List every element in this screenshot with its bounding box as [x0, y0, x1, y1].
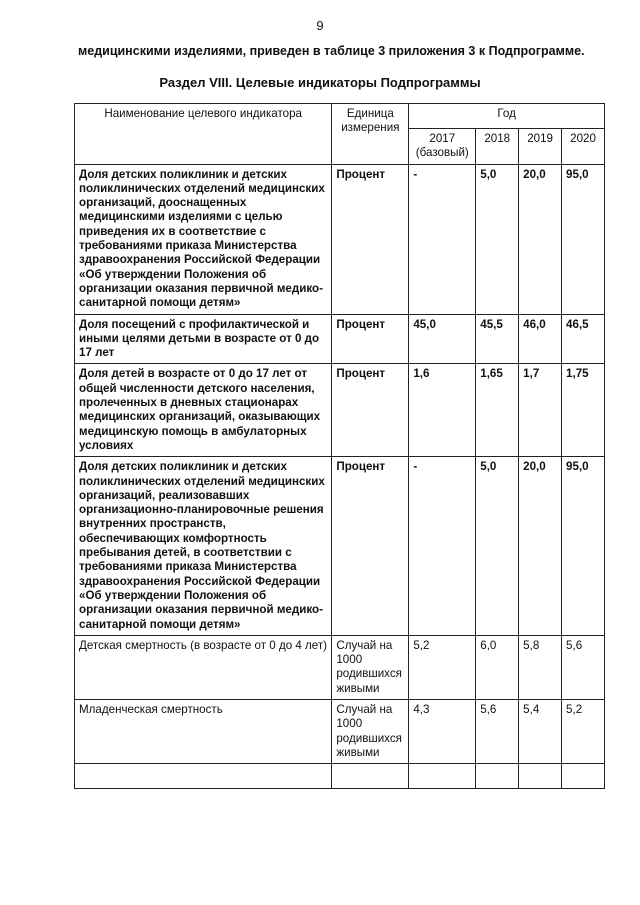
value-2020: 46,5: [562, 314, 605, 364]
header-year-2018: 2018: [476, 129, 519, 165]
table-row: [75, 635, 605, 699]
value-2020: 5,6: [562, 635, 605, 699]
empty-cell: [519, 764, 562, 789]
value-2017: -: [409, 457, 476, 636]
value-2019: 20,0: [519, 164, 562, 314]
header-year: Год: [409, 104, 605, 129]
indicators-table: [74, 103, 605, 789]
indicator-unit: Процент: [332, 314, 409, 364]
indicator-name: Доля посещений с профилактической и иными целями детьми в возрасте от 0 до 17 лет: [75, 314, 332, 364]
value-2019: 20,0: [519, 457, 562, 636]
value-2019: 1,7: [519, 364, 562, 457]
empty-cell: [75, 764, 332, 789]
value-2017: 45,0: [409, 314, 476, 364]
value-2018: 1,65: [476, 364, 519, 457]
empty-cell: [409, 764, 476, 789]
table-row: [75, 364, 605, 457]
value-2019: 46,0: [519, 314, 562, 364]
empty-cell: [332, 764, 409, 789]
indicator-name: Доля детских поликлиник и детских поликлинических отделений медицинских организаций, реализовавших организационно-планировочные решения внутренних пространств, обеспечивающих комфортность пребывания детей, в соответствии с требованиями приказа Министерства здравоохранения Российской Федерации «Об утверждении Положения об организации оказания первичной медико-санитарной помощи детям»: [75, 457, 332, 636]
value-2017: 5,2: [409, 635, 476, 699]
value-2018: 5,0: [476, 457, 519, 636]
indicator-unit: Случай на 1000 родившихся живыми: [332, 699, 409, 763]
table-body: [75, 164, 605, 789]
value-2019: 5,4: [519, 699, 562, 763]
value-2018: 5,0: [476, 164, 519, 314]
table-row: [75, 699, 605, 763]
indicator-unit: Процент: [332, 457, 409, 636]
indicator-name: Младенческая смертность: [75, 699, 332, 763]
table-row: [75, 457, 605, 636]
value-2020: 5,2: [562, 699, 605, 763]
indicator-name: Доля детских поликлиник и детских поликлинических отделений медицинских организаций, дооснащенных медицинскими изделиями с целью приведения их в соответствие с требованиями приказа Министерства здравоохранения Российской Федерации «Об утверждении Положения об организации оказания первичной медико-санитарной помощи детям»: [75, 164, 332, 314]
value-2019: 5,8: [519, 635, 562, 699]
header-year-2019: 2019: [519, 129, 562, 165]
value-2017: 4,3: [409, 699, 476, 763]
value-2020: 1,75: [562, 364, 605, 457]
value-2017: -: [409, 164, 476, 314]
value-2018: 6,0: [476, 635, 519, 699]
empty-cell: [562, 764, 605, 789]
section-title: Раздел VIII. Целевые индикаторы Подпрограммы: [159, 75, 481, 90]
indicator-unit: Случай на 1000 родившихся живыми: [332, 635, 409, 699]
header-year-2020: 2020: [562, 129, 605, 165]
indicator-unit: Процент: [332, 364, 409, 457]
table-row: [75, 164, 605, 314]
header-year-2017: 2017 (базовый): [409, 129, 476, 165]
table-header: [75, 104, 605, 165]
value-2020: 95,0: [562, 457, 605, 636]
indicator-unit: Процент: [332, 164, 409, 314]
value-2018: 45,5: [476, 314, 519, 364]
value-2017: 1,6: [409, 364, 476, 457]
indicator-name: Доля детей в возрасте от 0 до 17 лет от общей численности детского населения, пролеченных в дневных стационарах медицинских организаций, оказывающих медицинскую помощь в амбулаторных условиях: [75, 364, 332, 457]
table-row-empty: [75, 764, 605, 789]
page-number: 9: [316, 18, 324, 33]
value-2018: 5,6: [476, 699, 519, 763]
intro-text: медицинскими изделиями, приведен в таблице 3 приложения 3 к Подпрограмме.: [78, 44, 585, 58]
header-row: [75, 104, 605, 129]
header-unit: Единица измерения: [332, 104, 409, 165]
table-row: [75, 314, 605, 364]
indicator-name: Детская смертность (в возрасте от 0 до 4 лет): [75, 635, 332, 699]
header-indicator-name: Наименование целевого индикатора: [75, 104, 332, 165]
value-2020: 95,0: [562, 164, 605, 314]
empty-cell: [476, 764, 519, 789]
